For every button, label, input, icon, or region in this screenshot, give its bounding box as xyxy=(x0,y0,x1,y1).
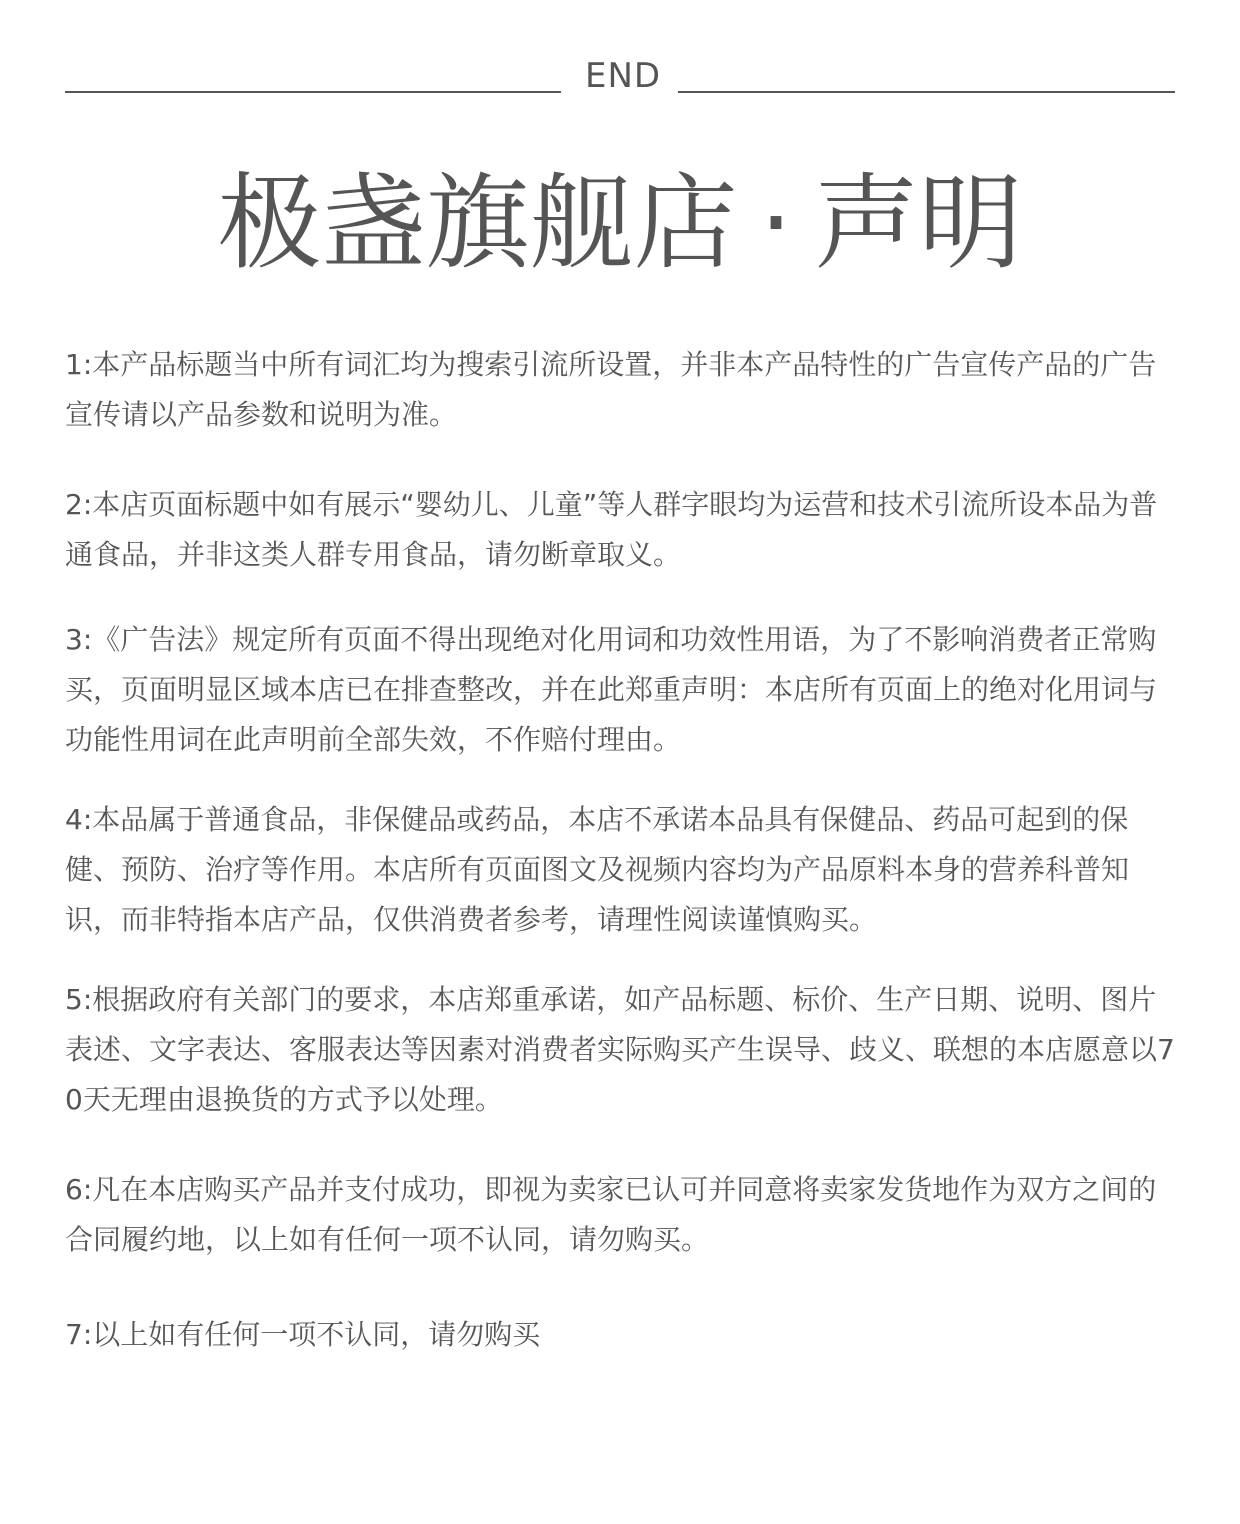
statement-item-5: 5:根据政府有关部门的要求，本店郑重承诺，如产品标题、标价、生产日期、说明、图片表述、文字表达、客服表达等因素对消费者实际购买产生误导、歧义、联想的本店愿意以70天无理由退换货的方式予以处理。 xyxy=(65,983,1175,1116)
statement-item-6: 6:凡在本店购买产品并支付成功，即视为卖家已认可并同意将卖家发货地作为双方之间的合同履约地，以上如有任何一项不认同，请勿购买。 xyxy=(65,1173,1157,1256)
statement-item-4: 4:本品属于普通食品，非保健品或药品，本店不承诺本品具有保健品、药品可起到的保健、预防、治疗等作用。本店所有页面图文及视频内容均为产品原料本身的营养科普知识，而非特指本店产品，仅供消费者参考，请理性阅读谨慎购买。 xyxy=(65,803,1130,936)
statement-item-2: 2:本店页面标题中如有展示“婴幼儿、儿童”等人群字眼均为运营和技术引流所设本品为普通食品，并非这类人群专用食品，请勿断章取义。 xyxy=(65,488,1158,571)
divider-line-right xyxy=(678,91,1175,93)
end-label: END xyxy=(585,56,662,96)
statement-item-7: 7:以上如有任何一项不认同，请勿购买 xyxy=(65,1318,541,1351)
store-name: 极盏旗舰店 xyxy=(217,162,738,284)
statement-item-1: 1:本产品标题当中所有词汇均为搜索引流所设置，并非本产品特性的广告宣传产品的广告宣传请以产品参数和说明为准。 xyxy=(65,348,1157,431)
end-divider xyxy=(65,52,1175,106)
title-separator: · xyxy=(759,162,793,284)
page-title xyxy=(0,158,1240,288)
statement-item-3: 3:《广告法》规定所有页面不得出现绝对化用词和功效性用语，为了不影响消费者正常购买，页面明显区域本店已在排查整改，并在此郑重声明：本店所有页面上的绝对化用词与功能性用词在此声明前全部失效，不作赔付理由。 xyxy=(65,623,1158,756)
statement-title: 声明 xyxy=(814,162,1023,284)
divider-line-left xyxy=(65,91,561,93)
